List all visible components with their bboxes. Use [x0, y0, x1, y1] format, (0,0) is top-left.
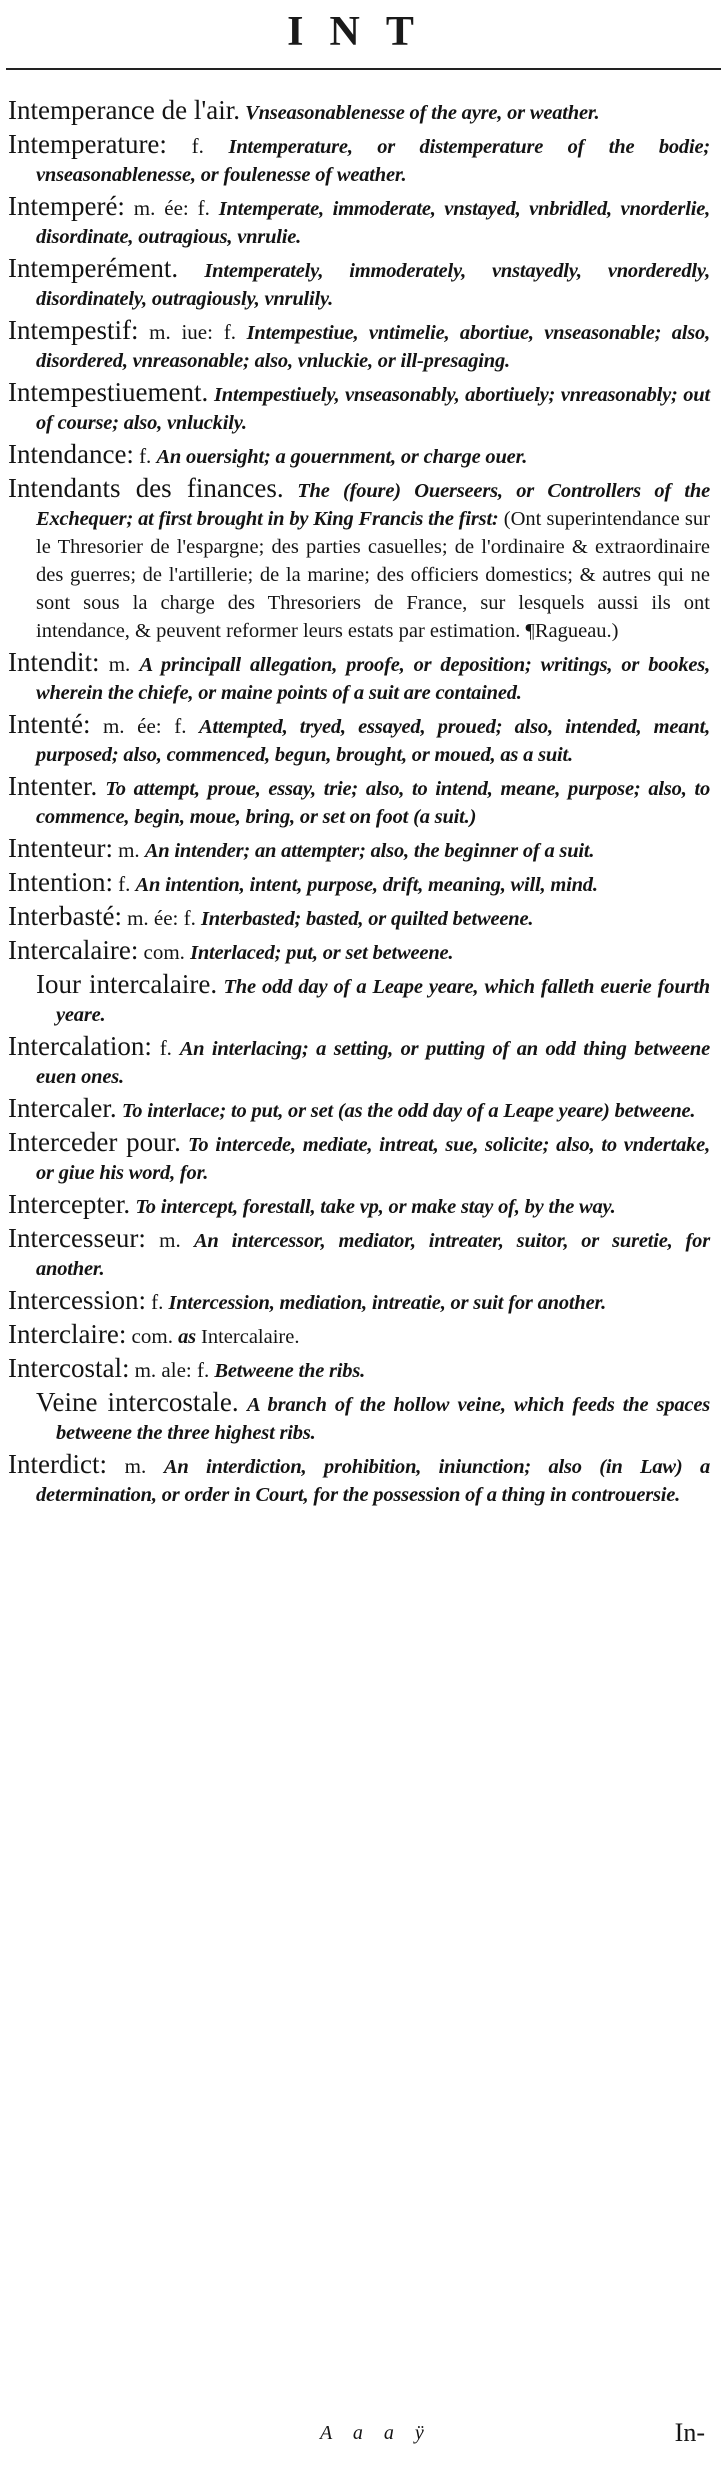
entry-grammar: m. iue: f.: [149, 320, 236, 344]
entry-grammar: f.: [139, 444, 152, 468]
dictionary-entry: [8, 1388, 710, 1447]
entry-grammar: m. ée: f.: [127, 906, 196, 930]
entry-note: (Ont superintendance sur le Thresorier de l'espargne; des parties casuelles; de l'ordinaire & extraordinaire des guerres; de l'artillerie; de la marine; des officiers domestics; & autres qui ne sont sous la charge des Thresoriers de France, sur lesquels aussi ils ont intendance, & peuvent reformer leurs estats par estimation. ¶Ragueau.): [36, 508, 710, 642]
entry-headword: Interceder pour.: [8, 1127, 181, 1157]
dictionary-entry: [8, 316, 710, 375]
entry-definition: To intercept, forestall, take vp, or make stay of, by the way.: [135, 1196, 616, 1218]
dictionary-entry: [8, 970, 710, 1029]
entry-grammar: com.: [131, 1324, 173, 1348]
dictionary-entry: [8, 130, 710, 189]
entry-definition: An intention, intent, purpose, drift, meaning, will, mind.: [135, 874, 598, 896]
entry-headword: Intenter.: [8, 771, 98, 801]
entry-grammar: f.: [191, 134, 204, 158]
entry-headword: Intercesseur:: [8, 1223, 146, 1253]
dictionary-entry: [8, 936, 710, 967]
entry-headword: Veine intercostale.: [36, 1387, 239, 1417]
entry-definition: Vnseasonablenesse of the ayre, or weather.: [245, 102, 600, 124]
entry-definition: The (foure) Ouerseers, or Controllers of the Exchequer; at first brought in by King Francis the first:: [36, 480, 711, 530]
entry-definition: Intemperature, or distemperature of the bodie; vnseasonablenesse, or foulenesse of weather.: [36, 136, 711, 186]
dictionary-entry: [8, 648, 710, 707]
entry-definition: Intempestiue, vntimelie, abortiue, vnseasonable; also, disordered, vnreasonable; also, vnluckie, or ill-presaging.: [36, 322, 710, 372]
entry-definition: Intemperately, immoderately, vnstayedly, vnorderedly, disordinately, outragiously, vnrulily.: [36, 260, 710, 310]
dictionary-entry: [8, 254, 710, 313]
entry-headword: Interclaire:: [8, 1319, 127, 1349]
entry-note: Intercalaire.: [201, 1326, 300, 1348]
entry-grammar: com.: [143, 940, 185, 964]
entry-definition: Intempestiuely, vnseasonably, abortiuely; vnreasonably; out of course; also, vnluckily.: [36, 384, 710, 434]
entry-headword: Intemperément.: [8, 253, 179, 283]
entry-headword: Intemperature:: [8, 129, 167, 159]
entry-definition: Interlaced; put, or set betweene.: [190, 942, 454, 964]
entry-definition: To attempt, proue, essay, trie; also, to intend, meane, purpose; also, to commence, begin, moue, bring, or set on foot (a suit.): [36, 778, 710, 828]
entry-definition: An interdiction, prohibition, iniunction; also (in Law) a determination, or order in Court, for the possession of a thing in controuersie.: [36, 1456, 711, 1506]
entries-list: [8, 96, 710, 1512]
entry-headword: Intercostal:: [8, 1353, 130, 1383]
entry-definition: An interlacing; a setting, or putting of an odd thing betweene euen ones.: [36, 1038, 711, 1088]
entry-headword: Intemperance de l'air.: [8, 95, 240, 125]
entry-headword: Intercepter.: [8, 1189, 131, 1219]
dictionary-entry: [8, 1032, 710, 1091]
dictionary-entry: [8, 710, 710, 769]
page-footer: [0, 2418, 727, 2458]
entry-headword: Intention:: [8, 867, 113, 897]
dictionary-entry: [8, 1224, 710, 1283]
dictionary-entry: [8, 96, 710, 127]
entry-headword: Intendance:: [8, 439, 134, 469]
entry-definition: Intemperate, immoderate, vnstayed, vnbridled, vnorderlie, disordinate, outragious, vnrulie.: [36, 198, 711, 248]
signature-mark: A a a ÿ: [320, 2422, 432, 2444]
entry-definition: To interlace; to put, or set (as the odd day of a Leape yeare) betweene.: [121, 1100, 696, 1122]
page-header-title: INT: [287, 9, 440, 55]
entry-grammar: m.: [118, 838, 140, 862]
dictionary-entry: [8, 1128, 710, 1187]
entry-grammar: m. ée: f.: [102, 714, 187, 738]
entry-headword: Intercalaire:: [8, 935, 139, 965]
entry-definition: Betweene the ribs.: [214, 1360, 366, 1382]
entry-headword: Intenté:: [8, 709, 91, 739]
dictionary-entry: [8, 868, 710, 899]
entry-definition: To intercede, mediate, intreat, sue, solicite; also, to vndertake, or giue his word, for.: [36, 1134, 710, 1184]
entry-headword: Intenteur:: [8, 833, 113, 863]
entry-grammar: f.: [159, 1036, 172, 1060]
entry-headword: Intercaler.: [8, 1093, 117, 1123]
entry-definition: as: [178, 1326, 196, 1348]
dictionary-entry: [8, 1320, 710, 1351]
entry-headword: Intemperé:: [8, 191, 125, 221]
entry-grammar: m.: [159, 1228, 181, 1252]
entry-headword: Interbasté:: [8, 901, 122, 931]
entry-grammar: m. ale: f.: [134, 1358, 210, 1382]
entry-definition: An intercessor, mediator, intreater, suitor, or suretie, for another.: [36, 1230, 711, 1280]
header-rule: [6, 68, 721, 70]
entry-headword: Intendants des finances.: [8, 473, 284, 503]
entry-definition: The odd day of a Leape yeare, which falleth euerie fourth yeare.: [56, 976, 711, 1026]
entry-definition: Attempted, tryed, essayed, proued; also, intended, meant, purposed; also, commenced, begun, brought, or moued, as a suit.: [36, 716, 711, 766]
entry-definition: A branch of the hollow veine, which feeds the spaces betweene the three highest ribs.: [56, 1394, 711, 1444]
dictionary-entry: [8, 834, 710, 865]
entry-headword: Intercalation:: [8, 1031, 152, 1061]
entry-headword: Intendit:: [8, 647, 100, 677]
entry-grammar: f.: [118, 872, 131, 896]
entry-headword: Intercession:: [8, 1285, 146, 1315]
entry-grammar: m.: [124, 1454, 147, 1478]
entry-headword: Iour intercalaire.: [36, 969, 218, 999]
entry-grammar: m.: [108, 652, 131, 676]
dictionary-entry: [8, 1354, 710, 1385]
entry-definition: Interbasted; basted, or quilted betweene.: [201, 908, 534, 930]
dictionary-entry: [8, 1094, 710, 1125]
dictionary-entry: [8, 378, 710, 437]
entry-definition: An intender; an attempter; also, the beginner of a suit.: [144, 840, 595, 862]
entry-grammar: f.: [151, 1290, 164, 1314]
entry-headword: Interdict:: [8, 1449, 107, 1479]
dictionary-entry: [8, 902, 710, 933]
dictionary-entry: [8, 1450, 710, 1509]
entry-definition: An ouersight; a gouernment, or charge ouer.: [156, 446, 528, 468]
entry-headword: Intempestif:: [8, 315, 139, 345]
dictionary-entry: [8, 1190, 710, 1221]
entry-grammar: m. ée: f.: [133, 196, 210, 220]
catchword: In-: [674, 2418, 705, 2447]
dictionary-entry: [8, 192, 710, 251]
entry-headword: Intempestiuement.: [8, 377, 209, 407]
dictionary-entry: [8, 474, 710, 645]
dictionary-entry: [8, 772, 710, 831]
entry-definition: A principall allegation, proofe, or deposition; writings, or bookes, wherein the chiefe, or maine points of a suit are contained.: [36, 654, 711, 704]
dictionary-entry: [8, 440, 710, 471]
dictionary-entry: [8, 1286, 710, 1317]
entry-definition: Intercession, mediation, intreatie, or suit for another.: [168, 1292, 607, 1314]
